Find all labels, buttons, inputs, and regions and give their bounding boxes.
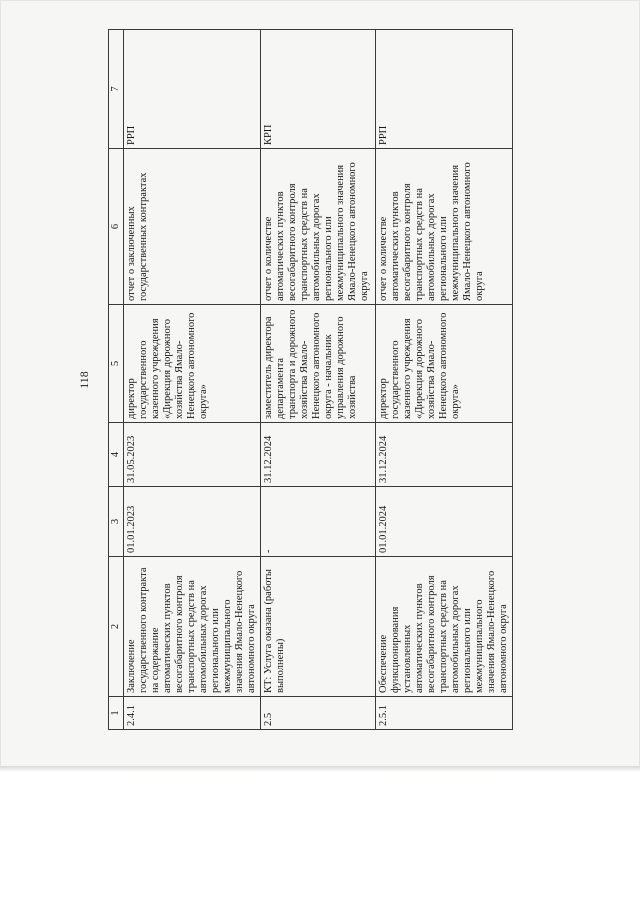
table-row (261, 30, 376, 730)
result-document: отчет о количестве автоматических пунктов весогабаритного контроля транспортных средств на автомобильных дорогах регионального или межмуниципального значения Ямало-Ненецкого автономного округа (261, 149, 376, 305)
start-date: - (261, 487, 376, 557)
level-code: КРП (261, 30, 376, 149)
page-edge-shadow (0, 766, 640, 772)
table-row (124, 30, 261, 730)
column-number-row (109, 30, 124, 730)
column-number: 7 (109, 30, 124, 149)
column-number: 2 (109, 557, 124, 697)
column-number: 6 (109, 149, 124, 305)
responsible-person: заместитель директора департамента транспорта и дорожного хозяйства Ямало-Ненецкого автономного округа - начальник управления дорожного хозяйства (261, 305, 376, 423)
responsible-person: директор государственного казенного учреждения «Дирекция дорожного хозяйства Ямало-Ненецкого автономного округа» (124, 305, 261, 423)
plan-table (108, 29, 513, 730)
table-row (376, 30, 513, 730)
start-date: 01.01.2024 (376, 487, 513, 557)
task-name: Обеспечение функционирования установленных автоматических пунктов весогабаритного контроля транспортных средств на автомобильных дорогах регионального или межмуниципального значения Ямало-Ненецкого автономного округа (376, 557, 513, 697)
end-date: 31.05.2023 (124, 423, 261, 487)
level-code: РРП (124, 30, 261, 149)
column-number: 1 (109, 697, 124, 730)
column-number: 5 (109, 305, 124, 423)
result-document: отчет о количестве автоматических пунктов весогабаритного контроля транспортных средств на автомобильных дорогах регионального или межмуниципального значения Ямало-Ненецкого автономного округа (376, 149, 513, 305)
result-document: отчет о заключенных государственных контрактах (124, 149, 261, 305)
responsible-person: директор государственного казенного учреждения «Дирекция дорожного хозяйства Ямало-Ненецкого автономного округа» (376, 305, 513, 423)
row-number: 2.4.1 (124, 697, 261, 730)
column-number: 3 (109, 487, 124, 557)
level-code: РРП (376, 30, 513, 149)
row-number: 2.5 (261, 697, 376, 730)
end-date: 31.12.2024 (376, 423, 513, 487)
rotated-page-content (74, 30, 544, 730)
task-name: Заключение государственного контракта на содержание автоматических пунктов весогабаритного контроля транспортных средств на автомобильных дорогах регионального или межмуниципального значения Ямало-Ненецкого автономного округа (124, 557, 261, 697)
end-date: 31.12.2024 (261, 423, 376, 487)
row-number: 2.5.1 (376, 697, 513, 730)
start-date: 01.01.2023 (124, 487, 261, 557)
column-number: 4 (109, 423, 124, 487)
task-name: КТ: Услуга оказана (работы выполнены) (261, 557, 376, 697)
page-number: 118 (77, 371, 91, 389)
